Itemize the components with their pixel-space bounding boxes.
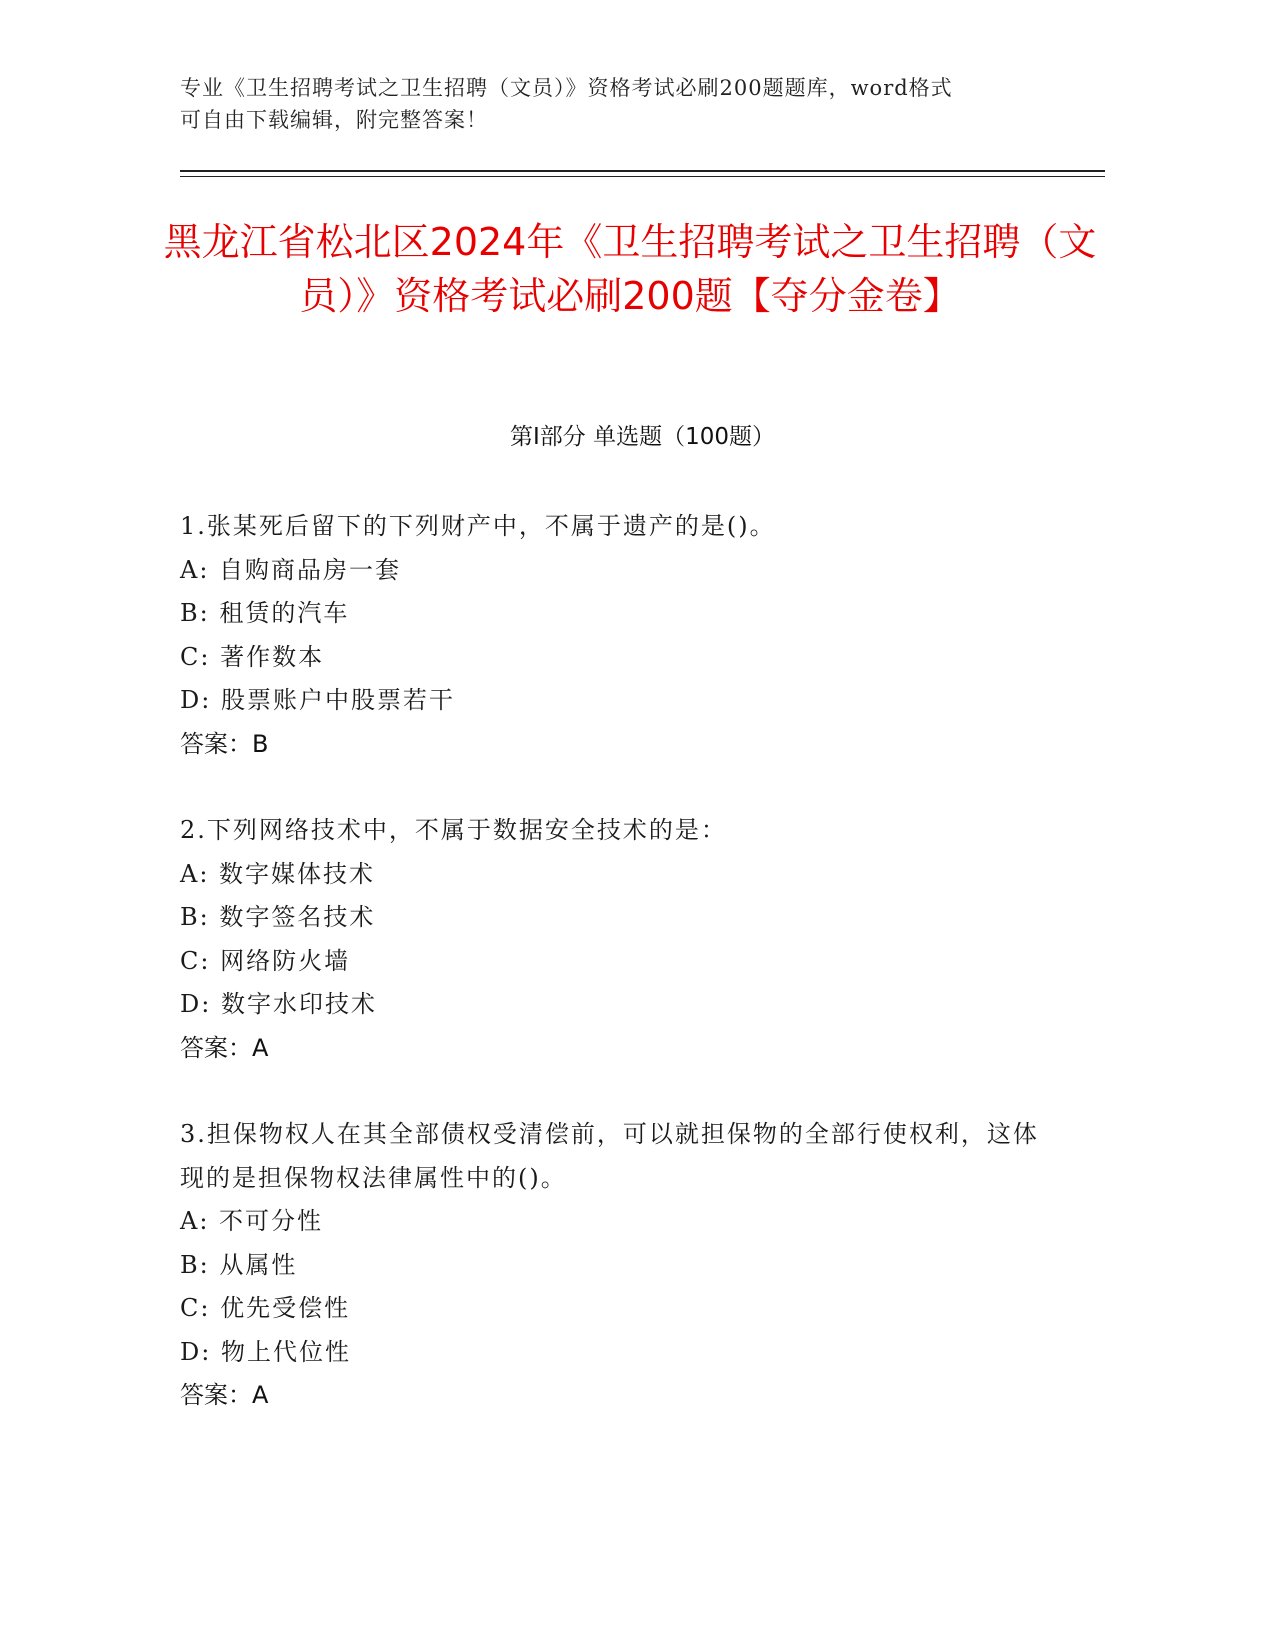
option-c: C: 著作数本 bbox=[180, 642, 325, 671]
header-divider-thin bbox=[180, 176, 1105, 177]
option-b: B: 租赁的汽车 bbox=[180, 599, 350, 627]
question-list bbox=[180, 505, 1040, 1418]
option-d: D: 数字水印技术 bbox=[180, 990, 377, 1018]
question-1 bbox=[180, 505, 1040, 766]
header-divider-thick bbox=[180, 170, 1105, 172]
option-b: B: 数字签名技术 bbox=[180, 903, 376, 931]
question-stem: 2.下列网络技术中，不属于数据安全技术的是： bbox=[180, 816, 727, 844]
answer-line: 答案：B bbox=[180, 729, 269, 758]
option-b: B: 从属性 bbox=[180, 1250, 298, 1279]
document-title: 黑龙江省松北区2024年《卫生招聘考试之卫生招聘（文员）》资格考试必刷200题【夺分金卷】 bbox=[163, 220, 1097, 318]
intro-text bbox=[180, 72, 1080, 136]
option-d: D: 股票账户中股票若干 bbox=[180, 686, 455, 714]
answer-line: 答案：A bbox=[180, 1033, 269, 1062]
question-2 bbox=[180, 809, 1040, 1070]
question-stem: 3.担保物权人在其全部债权受清偿前，可以就担保物的全部行使权利，这体现的是担保物权法律属性中的()。 bbox=[180, 1120, 1039, 1192]
option-c: C: 优先受偿性 bbox=[180, 1294, 351, 1322]
question-stem: 1.张某死后留下的下列财产中，不属于遗产的是()。 bbox=[180, 512, 776, 540]
section-heading: 第I部分 单选题（100题） bbox=[510, 424, 775, 450]
question-3 bbox=[180, 1113, 1040, 1418]
answer-line: 答案：A bbox=[180, 1381, 269, 1409]
option-d: D: 物上代位性 bbox=[180, 1337, 351, 1366]
option-a: A: 数字媒体技术 bbox=[180, 859, 376, 888]
intro-line-1: 专业《卫生招聘考试之卫生招聘（文员）》资格考试必刷200题题库，word格式 bbox=[180, 76, 953, 100]
option-a: A: 自购商品房一套 bbox=[180, 555, 402, 584]
option-c: C: 网络防火墙 bbox=[180, 946, 351, 975]
intro-line-2: 可自由下载编辑，附完整答案！ bbox=[180, 108, 488, 132]
option-a: A: 不可分性 bbox=[180, 1207, 324, 1235]
